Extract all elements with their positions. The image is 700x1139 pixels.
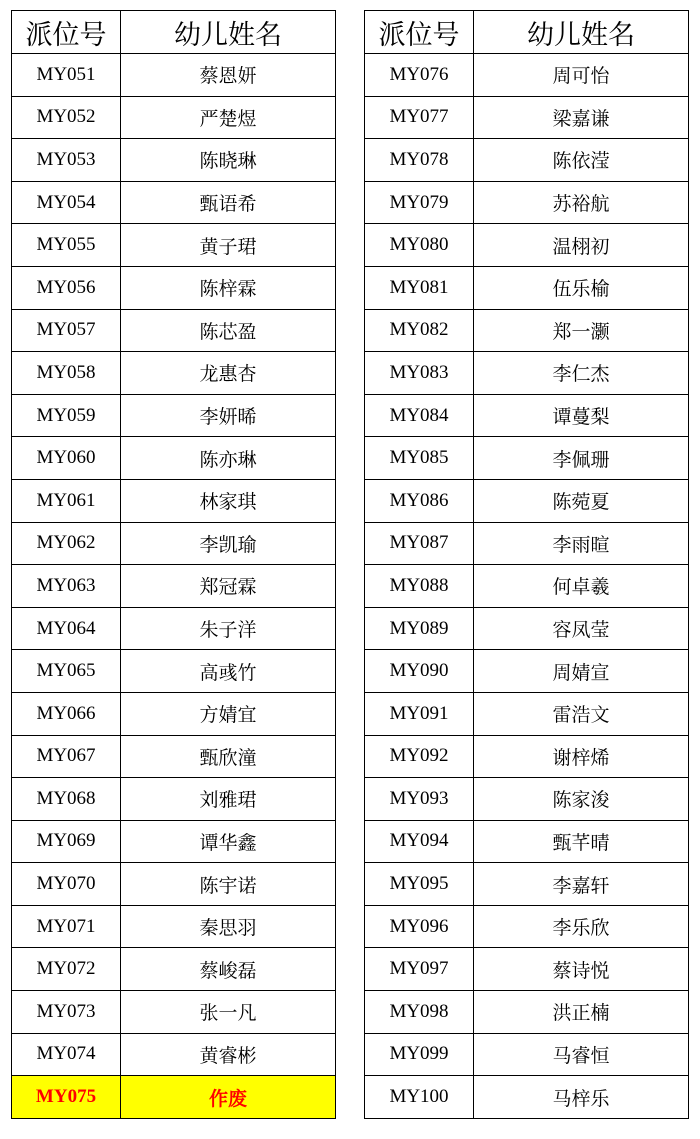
table-row <box>365 650 689 693</box>
table-row <box>12 54 336 97</box>
seat-number-cell: MY087 <box>365 522 474 565</box>
table-row <box>365 266 689 309</box>
table-row <box>12 607 336 650</box>
seat-number-cell: MY098 <box>365 991 474 1034</box>
header-row <box>12 11 336 54</box>
seat-number-cell: MY082 <box>365 309 474 352</box>
table-row <box>12 352 336 395</box>
table-row <box>12 266 336 309</box>
child-name-cell: 甄语希 <box>121 181 336 224</box>
table-row-void <box>12 1076 336 1119</box>
roster-table-right <box>364 10 689 1119</box>
child-name-cell: 何卓羲 <box>474 565 689 608</box>
table-row <box>12 565 336 608</box>
seat-number-cell: MY051 <box>12 54 121 97</box>
seat-number-cell: MY081 <box>365 266 474 309</box>
seat-number-cell: MY100 <box>365 1076 474 1119</box>
table-row <box>12 692 336 735</box>
table-row <box>12 139 336 182</box>
seat-number-cell: MY085 <box>365 437 474 480</box>
child-name-cell: 方婧宜 <box>121 692 336 735</box>
seat-number-cell: MY065 <box>12 650 121 693</box>
table-row <box>12 394 336 437</box>
table-row <box>365 96 689 139</box>
child-name-cell: 伍乐榆 <box>474 266 689 309</box>
seat-number-cell: MY060 <box>12 437 121 480</box>
roster-body-left <box>12 54 336 1119</box>
child-name-cell: 蔡恩妍 <box>121 54 336 97</box>
table-row <box>365 1076 689 1119</box>
table-row <box>365 778 689 821</box>
child-name-cell: 苏裕航 <box>474 181 689 224</box>
header-row <box>365 11 689 54</box>
table-row <box>12 905 336 948</box>
child-name-cell: 高彧竹 <box>121 650 336 693</box>
seat-number-cell: MY080 <box>365 224 474 267</box>
table-row <box>365 735 689 778</box>
child-name-cell: 容凤莹 <box>474 607 689 650</box>
seat-number-cell: MY083 <box>365 352 474 395</box>
seat-number-cell: MY066 <box>12 692 121 735</box>
child-name-cell: 郑冠霖 <box>121 565 336 608</box>
table-row <box>365 948 689 991</box>
table-row <box>365 565 689 608</box>
child-name-cell: 黄子珺 <box>121 224 336 267</box>
table-row <box>12 778 336 821</box>
child-name-cell: 梁嘉谦 <box>474 96 689 139</box>
table-row <box>365 607 689 650</box>
seat-number-cell: MY057 <box>12 309 121 352</box>
seat-number-cell: MY055 <box>12 224 121 267</box>
table-row <box>365 437 689 480</box>
child-name-cell: 甄欣潼 <box>121 735 336 778</box>
table-row <box>365 394 689 437</box>
child-name-cell: 周可怡 <box>474 54 689 97</box>
roster-body-right <box>365 54 689 1119</box>
table-row <box>365 54 689 97</box>
child-name-cell: 黄睿彬 <box>121 1033 336 1076</box>
roster-table-left <box>11 10 336 1119</box>
seat-number-cell: MY063 <box>12 565 121 608</box>
child-name-cell: 陈梓霖 <box>121 266 336 309</box>
seat-number-cell: MY093 <box>365 778 474 821</box>
table-row <box>12 224 336 267</box>
table-row <box>365 309 689 352</box>
table-row <box>365 991 689 1034</box>
table-row <box>12 1033 336 1076</box>
child-name-cell: 谢梓烯 <box>474 735 689 778</box>
seat-number-cell: MY076 <box>365 54 474 97</box>
table-row <box>12 735 336 778</box>
seat-number-cell: MY061 <box>12 479 121 522</box>
child-name-cell: 作废 <box>121 1076 336 1119</box>
table-row <box>365 1033 689 1076</box>
seat-number-cell: MY078 <box>365 139 474 182</box>
table-row <box>365 479 689 522</box>
table-row <box>365 692 689 735</box>
child-name-cell: 李凯瑜 <box>121 522 336 565</box>
seat-number-cell: MY089 <box>365 607 474 650</box>
seat-number-cell: MY053 <box>12 139 121 182</box>
table-row <box>12 991 336 1034</box>
table-row <box>365 139 689 182</box>
table-row <box>365 352 689 395</box>
child-name-cell: 朱子洋 <box>121 607 336 650</box>
table-row <box>12 479 336 522</box>
seat-number-cell: MY069 <box>12 820 121 863</box>
seat-number-cell: MY072 <box>12 948 121 991</box>
seat-number-cell: MY090 <box>365 650 474 693</box>
header-seat-number: 派位号 <box>365 11 474 54</box>
child-name-cell: 陈家浚 <box>474 778 689 821</box>
seat-number-cell: MY075 <box>12 1076 121 1119</box>
seat-number-cell: MY095 <box>365 863 474 906</box>
child-name-cell: 李佩珊 <box>474 437 689 480</box>
table-row <box>12 820 336 863</box>
child-name-cell: 李雨暄 <box>474 522 689 565</box>
child-name-cell: 郑一灏 <box>474 309 689 352</box>
seat-number-cell: MY056 <box>12 266 121 309</box>
child-name-cell: 蔡诗悦 <box>474 948 689 991</box>
child-name-cell: 陈亦琳 <box>121 437 336 480</box>
table-row <box>12 309 336 352</box>
child-name-cell: 谭华鑫 <box>121 820 336 863</box>
seat-number-cell: MY097 <box>365 948 474 991</box>
child-name-cell: 温栩初 <box>474 224 689 267</box>
child-name-cell: 龙惠杏 <box>121 352 336 395</box>
seat-number-cell: MY088 <box>365 565 474 608</box>
seat-number-cell: MY052 <box>12 96 121 139</box>
child-name-cell: 蔡峻磊 <box>121 948 336 991</box>
child-name-cell: 林家琪 <box>121 479 336 522</box>
child-name-cell: 严楚煜 <box>121 96 336 139</box>
seat-number-cell: MY099 <box>365 1033 474 1076</box>
child-name-cell: 陈菀夏 <box>474 479 689 522</box>
child-name-cell: 张一凡 <box>121 991 336 1034</box>
seat-number-cell: MY068 <box>12 778 121 821</box>
table-row <box>12 650 336 693</box>
table-row <box>12 522 336 565</box>
table-row <box>365 820 689 863</box>
seat-number-cell: MY074 <box>12 1033 121 1076</box>
child-name-cell: 谭蔓梨 <box>474 394 689 437</box>
table-row <box>365 181 689 224</box>
child-name-cell: 李仁杰 <box>474 352 689 395</box>
seat-number-cell: MY086 <box>365 479 474 522</box>
seat-number-cell: MY064 <box>12 607 121 650</box>
seat-number-cell: MY084 <box>365 394 474 437</box>
seat-number-cell: MY070 <box>12 863 121 906</box>
seat-number-cell: MY073 <box>12 991 121 1034</box>
seat-number-cell: MY092 <box>365 735 474 778</box>
header-child-name: 幼儿姓名 <box>474 11 689 54</box>
child-name-cell: 洪正楠 <box>474 991 689 1034</box>
child-name-cell: 周婧宣 <box>474 650 689 693</box>
header-seat-number: 派位号 <box>12 11 121 54</box>
child-name-cell: 马梓乐 <box>474 1076 689 1119</box>
table-row <box>365 863 689 906</box>
seat-number-cell: MY067 <box>12 735 121 778</box>
child-name-cell: 雷浩文 <box>474 692 689 735</box>
seat-number-cell: MY059 <box>12 394 121 437</box>
seat-number-cell: MY071 <box>12 905 121 948</box>
child-name-cell: 马睿恒 <box>474 1033 689 1076</box>
child-name-cell: 陈晓琳 <box>121 139 336 182</box>
seat-number-cell: MY094 <box>365 820 474 863</box>
child-name-cell: 陈宇诺 <box>121 863 336 906</box>
table-row <box>12 863 336 906</box>
child-name-cell: 刘雅珺 <box>121 778 336 821</box>
child-name-cell: 秦思羽 <box>121 905 336 948</box>
table-row <box>365 905 689 948</box>
header-child-name: 幼儿姓名 <box>121 11 336 54</box>
child-name-cell: 陈依滢 <box>474 139 689 182</box>
table-row <box>12 96 336 139</box>
seat-number-cell: MY077 <box>365 96 474 139</box>
seat-number-cell: MY079 <box>365 181 474 224</box>
child-name-cell: 李乐欣 <box>474 905 689 948</box>
child-name-cell: 陈芯盈 <box>121 309 336 352</box>
table-row <box>12 437 336 480</box>
seat-number-cell: MY054 <box>12 181 121 224</box>
seat-number-cell: MY062 <box>12 522 121 565</box>
seat-number-cell: MY091 <box>365 692 474 735</box>
table-row <box>365 522 689 565</box>
seat-number-cell: MY096 <box>365 905 474 948</box>
table-row <box>365 224 689 267</box>
child-name-cell: 李妍晞 <box>121 394 336 437</box>
child-name-cell: 甄芊晴 <box>474 820 689 863</box>
table-row <box>12 948 336 991</box>
table-row <box>12 181 336 224</box>
seat-number-cell: MY058 <box>12 352 121 395</box>
child-name-cell: 李嘉轩 <box>474 863 689 906</box>
